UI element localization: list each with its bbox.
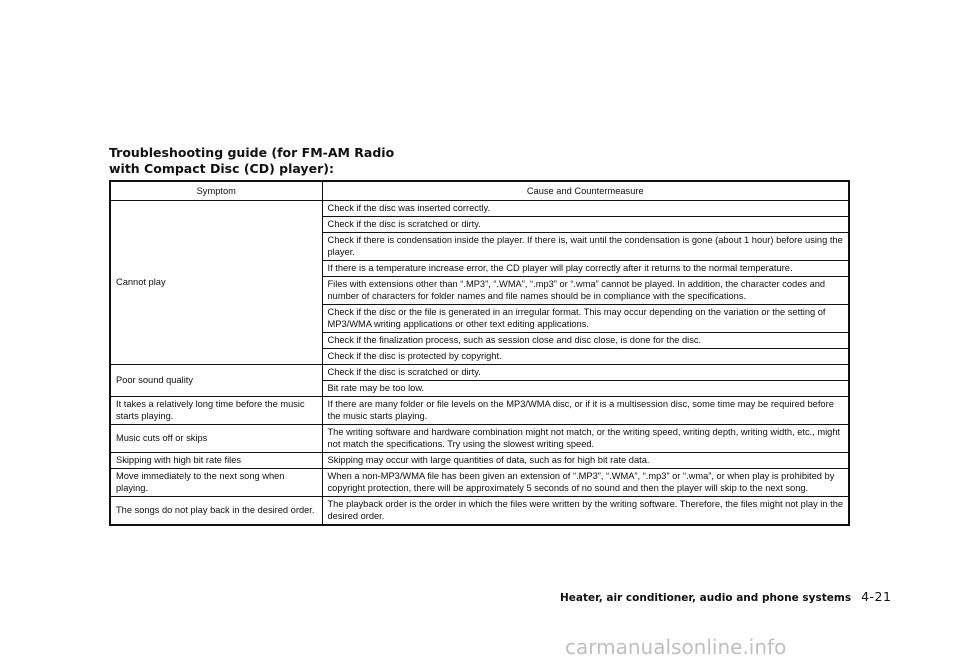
table-header-row xyxy=(110,181,849,201)
page-title xyxy=(109,145,509,177)
footer-section-title: Heater, air conditioner, audio and phone systems xyxy=(560,592,852,604)
cause-cell: Bit rate may be too low. xyxy=(322,381,849,397)
symptom-cell: Move immediately to the next song when playing. xyxy=(110,469,322,497)
table-row xyxy=(110,497,849,526)
cause-cell: Skipping may occur with large quantities of data, such as for high bit rate data. xyxy=(322,453,849,469)
page-number: 4-21 xyxy=(861,589,892,604)
watermark: carmanualsonline.info xyxy=(565,635,787,659)
symptom-cell: It takes a relatively long time before the music starts playing. xyxy=(110,397,322,425)
symptom-cell: Skipping with high bit rate files xyxy=(110,453,322,469)
cause-cell: Check if the disc or the file is generated in an irregular format. This may occur depending on the variation or the setting of MP3/WMA writing applications or other text editing applications. xyxy=(322,305,849,333)
table-row xyxy=(110,201,849,217)
cause-cell: Check if there is condensation inside the player. If there is, wait until the condensation is gone (about 1 hour) before using the player. xyxy=(322,233,849,261)
table-row xyxy=(110,453,849,469)
cause-cell: Files with extensions other than “.MP3”, “.WMA”, “.mp3” or “.wma” cannot be played. In addition, the character codes and number of characters for folder names and file names should be in compliance with the specifications. xyxy=(322,277,849,305)
troubleshooting-table xyxy=(109,180,850,526)
cause-cell: Check if the disc is scratched or dirty. xyxy=(322,365,849,381)
symptom-cell: Poor sound quality xyxy=(110,365,322,397)
table-body xyxy=(110,201,849,526)
header-cause: Cause and Countermeasure xyxy=(322,181,849,201)
symptom-cell: The songs do not play back in the desired order. xyxy=(110,497,322,526)
cause-cell: The writing software and hardware combination might not match, or the writing speed, writing depth, writing width, etc., might not match the specifications. Try using the slowest writing speed. xyxy=(322,425,849,453)
cause-cell: If there is a temperature increase error, the CD player will play correctly after it returns to the normal temperature. xyxy=(322,261,849,277)
title-line-1: Troubleshooting guide (for FM-AM Radio xyxy=(109,145,395,160)
table-row xyxy=(110,365,849,381)
table-row xyxy=(110,469,849,497)
cause-cell: Check if the finalization process, such as session close and disc close, is done for the disc. xyxy=(322,333,849,349)
cause-cell: Check if the disc is scratched or dirty. xyxy=(322,217,849,233)
cause-cell: Check if the disc was inserted correctly. xyxy=(322,201,849,217)
cause-cell: Check if the disc is protected by copyright. xyxy=(322,349,849,365)
cause-cell: The playback order is the order in which the files were written by the writing software. Therefore, the files might not play in the desired order. xyxy=(322,497,849,526)
cause-cell: When a non-MP3/WMA file has been given an extension of “.MP3”, “.WMA”, “.mp3” or “.wma”, or when play is prohibited by copyright protection, there will be approximately 5 seconds of no sound and then the player will skip to the next song. xyxy=(322,469,849,497)
symptom-cell: Cannot play xyxy=(110,201,322,365)
header-symptom: Symptom xyxy=(110,181,322,201)
symptom-cell: Music cuts off or skips xyxy=(110,425,322,453)
title-line-2: with Compact Disc (CD) player): xyxy=(109,161,334,176)
cause-cell: If there are many folder or file levels on the MP3/WMA disc, or if it is a multisession disc, some time may be required before the music starts playing. xyxy=(322,397,849,425)
table-row xyxy=(110,425,849,453)
page-footer xyxy=(560,589,891,604)
table-row xyxy=(110,397,849,425)
